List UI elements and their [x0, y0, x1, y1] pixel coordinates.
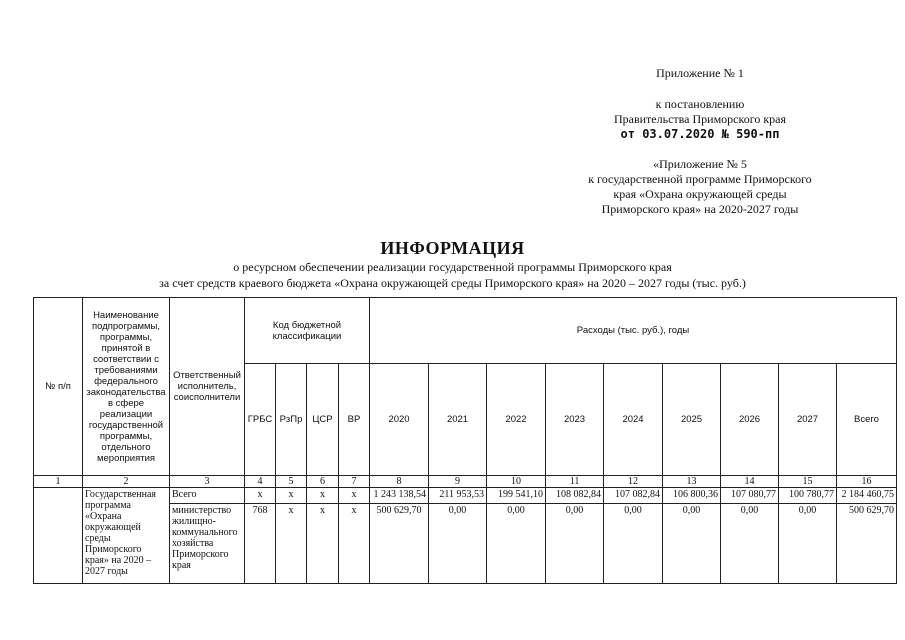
rzpr-cell: x	[276, 488, 307, 504]
value-2020: 1 243 138,54	[370, 488, 429, 504]
vr-cell: x	[339, 488, 370, 504]
to-resolution: к постановлению	[655, 97, 745, 111]
value-2025: 0,00	[663, 504, 721, 584]
col-expenses-header: Расходы (тыс. руб.), годы	[370, 298, 897, 364]
col-num: 6	[307, 476, 339, 488]
csr-cell: x	[307, 504, 339, 584]
col-num: 8	[370, 476, 429, 488]
value-total: 2 184 460,75	[837, 488, 897, 504]
program-name: края «Охрана окружающей среды	[613, 187, 787, 201]
column-numbers-row	[34, 476, 897, 488]
value-2026: 107 080,77	[721, 488, 779, 504]
value-2023: 0,00	[546, 504, 604, 584]
document-title: ИНФОРМАЦИЯ	[380, 238, 525, 258]
value-2027: 100 780,77	[779, 488, 837, 504]
col-number-header: № п/п	[34, 298, 83, 476]
col-year-2027: 2027	[779, 364, 837, 476]
value-2025: 106 800,36	[663, 488, 721, 504]
resource-table	[33, 297, 897, 584]
col-num: 10	[487, 476, 546, 488]
value-2023: 108 082,84	[546, 488, 604, 504]
col-csr: ЦСР	[307, 364, 339, 476]
value-2022: 0,00	[487, 504, 546, 584]
program-name-cell: Государственная программа «Охрана окружающей среды Приморского края» на 2020 – 2027 годы	[83, 488, 170, 584]
vr-cell: x	[339, 504, 370, 584]
col-year-2025: 2025	[663, 364, 721, 476]
document-subtitle-2: за счет средств краевого бюджета «Охрана окружающей среды Приморского края» на 2020 – 2027 годы (тыс. руб.)	[159, 276, 746, 290]
csr-cell: x	[307, 488, 339, 504]
appendix5-label: «Приложение № 5	[653, 157, 747, 171]
value-2027: 0,00	[779, 504, 837, 584]
col-num: 12	[604, 476, 663, 488]
col-num: 13	[663, 476, 721, 488]
value-2024: 107 082,84	[604, 488, 663, 504]
col-year-2023: 2023	[546, 364, 604, 476]
col-num: 2	[83, 476, 170, 488]
col-year-2022: 2022	[487, 364, 546, 476]
col-num: 15	[779, 476, 837, 488]
document-subtitle-1: о ресурсном обеспечении реализации государственной программы Приморского края	[233, 260, 672, 274]
col-year-2020: 2020	[370, 364, 429, 476]
value-total: 500 629,70	[837, 504, 897, 584]
col-num: 5	[276, 476, 307, 488]
col-year-2024: 2024	[604, 364, 663, 476]
col-num: 3	[170, 476, 245, 488]
col-name-header: Наименование подпрограммы, программы, принятой в соответствии с требованиями федерального законодательства в сфере реализации государственной программы, отдельного мероприятия	[83, 298, 170, 476]
col-year-2026: 2026	[721, 364, 779, 476]
value-2022: 199 541,10	[487, 488, 546, 504]
col-total: Всего	[837, 364, 897, 476]
col-num: 4	[245, 476, 276, 488]
table-row	[34, 488, 897, 504]
government-name: Правительства Приморского края	[613, 112, 787, 126]
value-2021: 0,00	[429, 504, 487, 584]
appendix-label: Приложение № 1	[656, 66, 744, 80]
executor-cell: министерство жилищно-коммунального хозяйства Приморского края	[170, 504, 245, 584]
col-num: 7	[339, 476, 370, 488]
col-num: 14	[721, 476, 779, 488]
col-num: 16	[837, 476, 897, 488]
col-grbs: ГРБС	[245, 364, 276, 476]
col-code-header: Код бюджетной классификации	[245, 298, 370, 364]
rzpr-cell: x	[276, 504, 307, 584]
col-year-2021: 2021	[429, 364, 487, 476]
col-num: 11	[546, 476, 604, 488]
decree-number: от 03.07.2020 № 590-пп	[620, 127, 780, 141]
value-2024: 0,00	[604, 504, 663, 584]
value-2026: 0,00	[721, 504, 779, 584]
value-2020: 500 629,70	[370, 504, 429, 584]
col-num: 1	[34, 476, 83, 488]
col-executor-header: Ответственный исполнитель, соисполнители	[170, 298, 245, 476]
col-rzpr: РзПр	[276, 364, 307, 476]
grbs-cell: x	[245, 488, 276, 504]
row-number-cell	[34, 488, 83, 584]
program-ref: к государственной программе Приморского	[588, 172, 812, 186]
value-2021: 211 953,53	[429, 488, 487, 504]
program-years: Приморского края» на 2020-2027 годы	[601, 202, 799, 216]
col-num: 9	[429, 476, 487, 488]
executor-cell: Всего	[170, 488, 245, 504]
col-vr: ВР	[339, 364, 370, 476]
grbs-cell: 768	[245, 504, 276, 584]
